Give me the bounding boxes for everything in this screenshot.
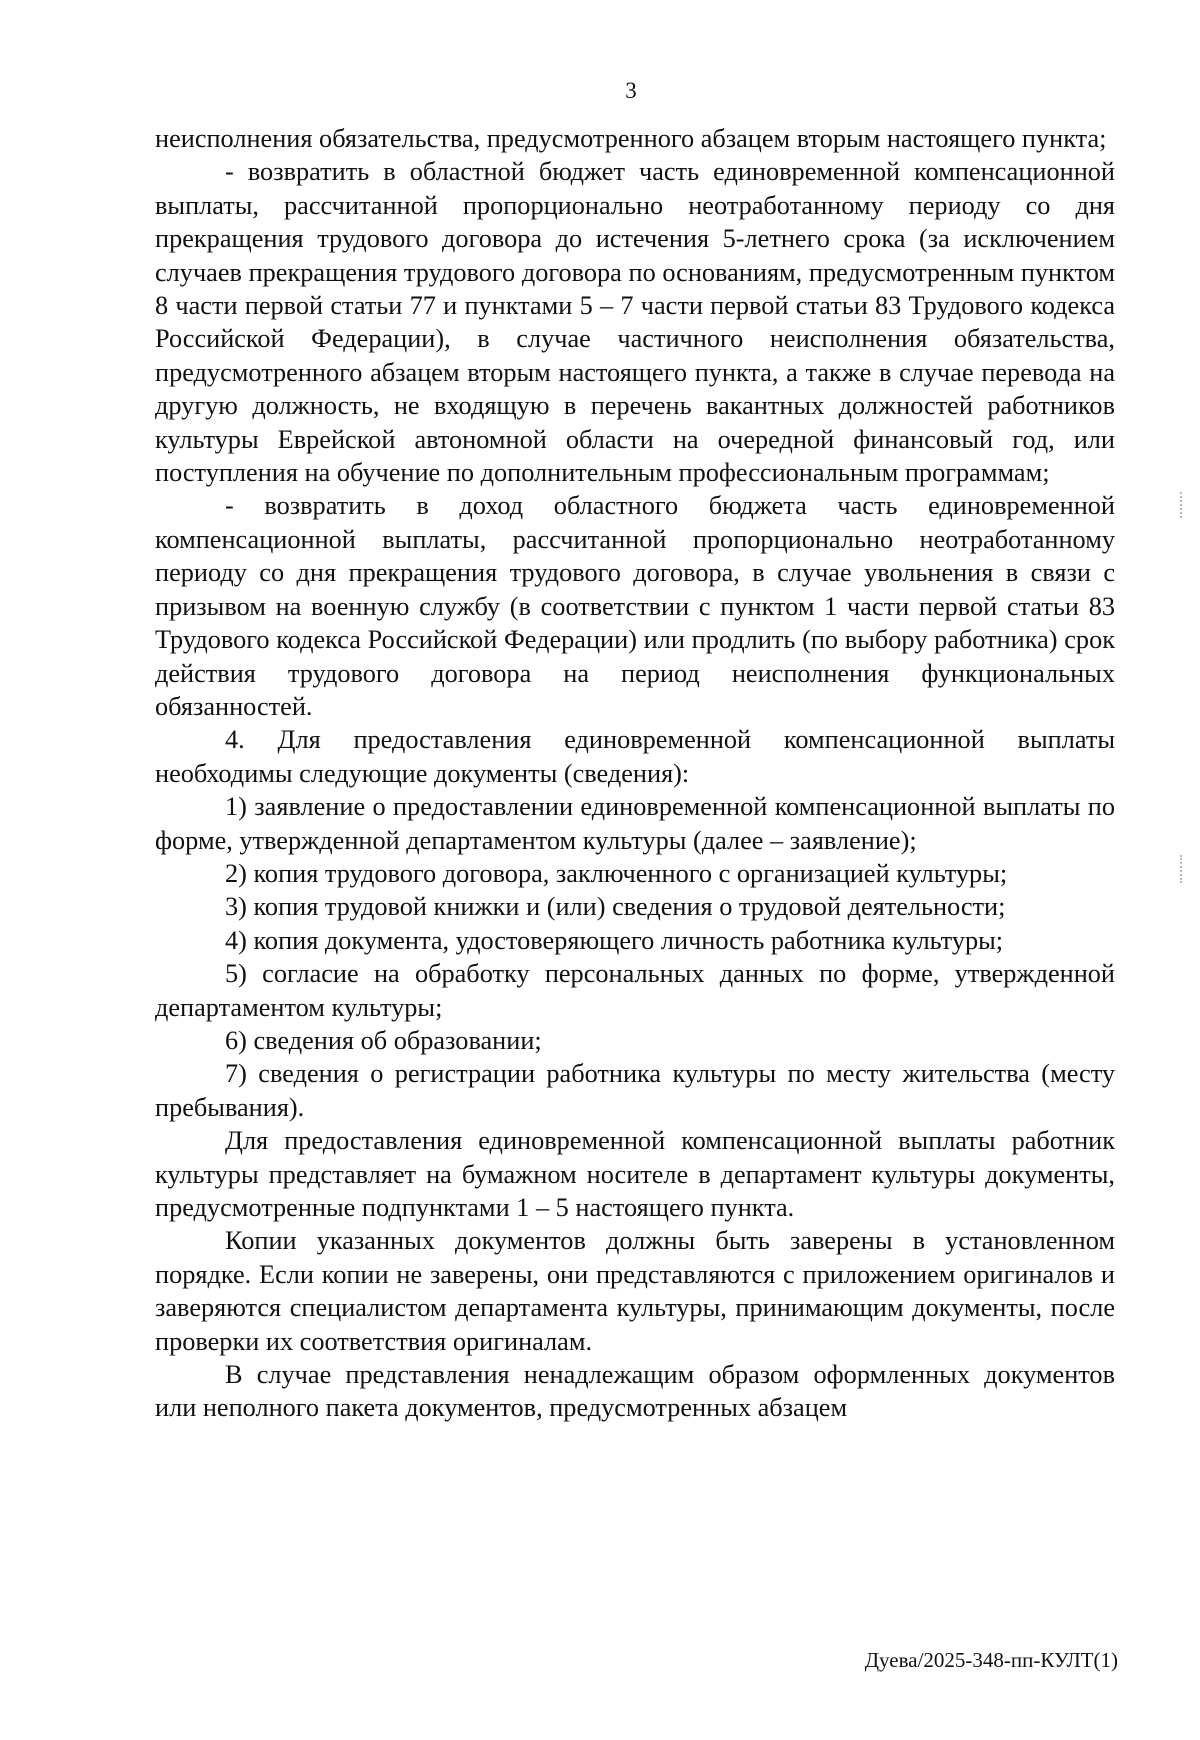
list-item-7: 7) сведения о регистрации работника культуры по месту жительства (месту пребывания). (155, 1059, 1115, 1122)
paragraph-improper-documents: В случае представления ненадлежащим образом оформленных документов или неполного пакета документов, предусмотренных абзацем (155, 1360, 1115, 1423)
scan-artifact-mark (1180, 855, 1184, 883)
paragraph-return-regional-budget: - возвратить в областной бюджет часть единовременной компенсационной выплаты, рассчитанной пропорционально неотработанному периоду со дня прекращения трудового договора до истечения 5-летнего срока (за исключением случаев прекращения трудового договора по основаниям, предусмотренным пунктом 8 части первой статьи 77 и пунктами 5 – 7 части первой статьи 83 Трудового кодекса Российской Федерации), в случае частичного неисполнения обязательства, предусмотренного абзацем вторым настоящего пункта, а также в случае перевода на другую должность, не входящую в перечень вакантных должностей работников культуры Еврейской автономной области на очередной финансовый год, или поступления на обучение по дополнительным профессиональным программам; (155, 157, 1115, 488)
paragraph-return-regional-income: - возвратить в доход областного бюджета часть единовременной компенсационной выплаты, рассчитанной пропорционально неотработанному периоду со дня прекращения трудового договора, в случае увольнения в связи с призывом на военную службу (в соответствии с пунктом 1 части первой статьи 83 Трудового кодекса Российской Федерации) или продлить (по выбору работника) срок действия трудового договора на период неисполнения функциональных обязанностей. (155, 491, 1115, 721)
list-item-3: 3) копия трудовой книжки и (или) сведения о трудовой деятельности; (225, 892, 1006, 922)
list-item-4: 4) копия документа, удостоверяющего личность работника культуры; (225, 925, 1004, 955)
scan-artifact-mark (1180, 492, 1184, 518)
paragraph-item-4: 4. Для предоставления единовременной компенсационной выплаты необходимы следующие документы (сведения): (155, 725, 1115, 788)
footer-document-code: Дуева/2025-348-пп-КУЛТ(1) (864, 1648, 1118, 1672)
list-item-2: 2) копия трудового договора, заключенного с организацией культуры; (225, 858, 1008, 888)
paragraph-certified-copies: Копии указанных документов должны быть заверены в установленном порядке. Если копии не заверены, они представляются с приложением оригиналов и заверяются специалистом департамента культуры, принимающим документы, после проверки их соответствия оригиналам. (155, 1226, 1115, 1356)
paragraph-continuation: неисполнения обязательства, предусмотренного абзацем вторым настоящего пункта; (155, 124, 1107, 153)
list-item-1: 1) заявление о предоставлении единовременной компенсационной выплаты по форме, утвержденной департаментом культуры (далее – заявление); (155, 792, 1115, 855)
list-item-5: 5) согласие на обработку персональных данных по форме, утвержденной департаментом культуры; (155, 959, 1115, 1022)
document-body (155, 122, 1115, 1425)
list-item-6: 6) сведения об образовании; (225, 1025, 542, 1055)
paragraph-paper-submission: Для предоставления единовременной компенсационной выплаты работник культуры представляет на бумажном носителе в департамент культуры документы, предусмотренные подпунктами 1 – 5 настоящего пункта. (155, 1126, 1115, 1222)
page-number: 3 (625, 78, 637, 103)
